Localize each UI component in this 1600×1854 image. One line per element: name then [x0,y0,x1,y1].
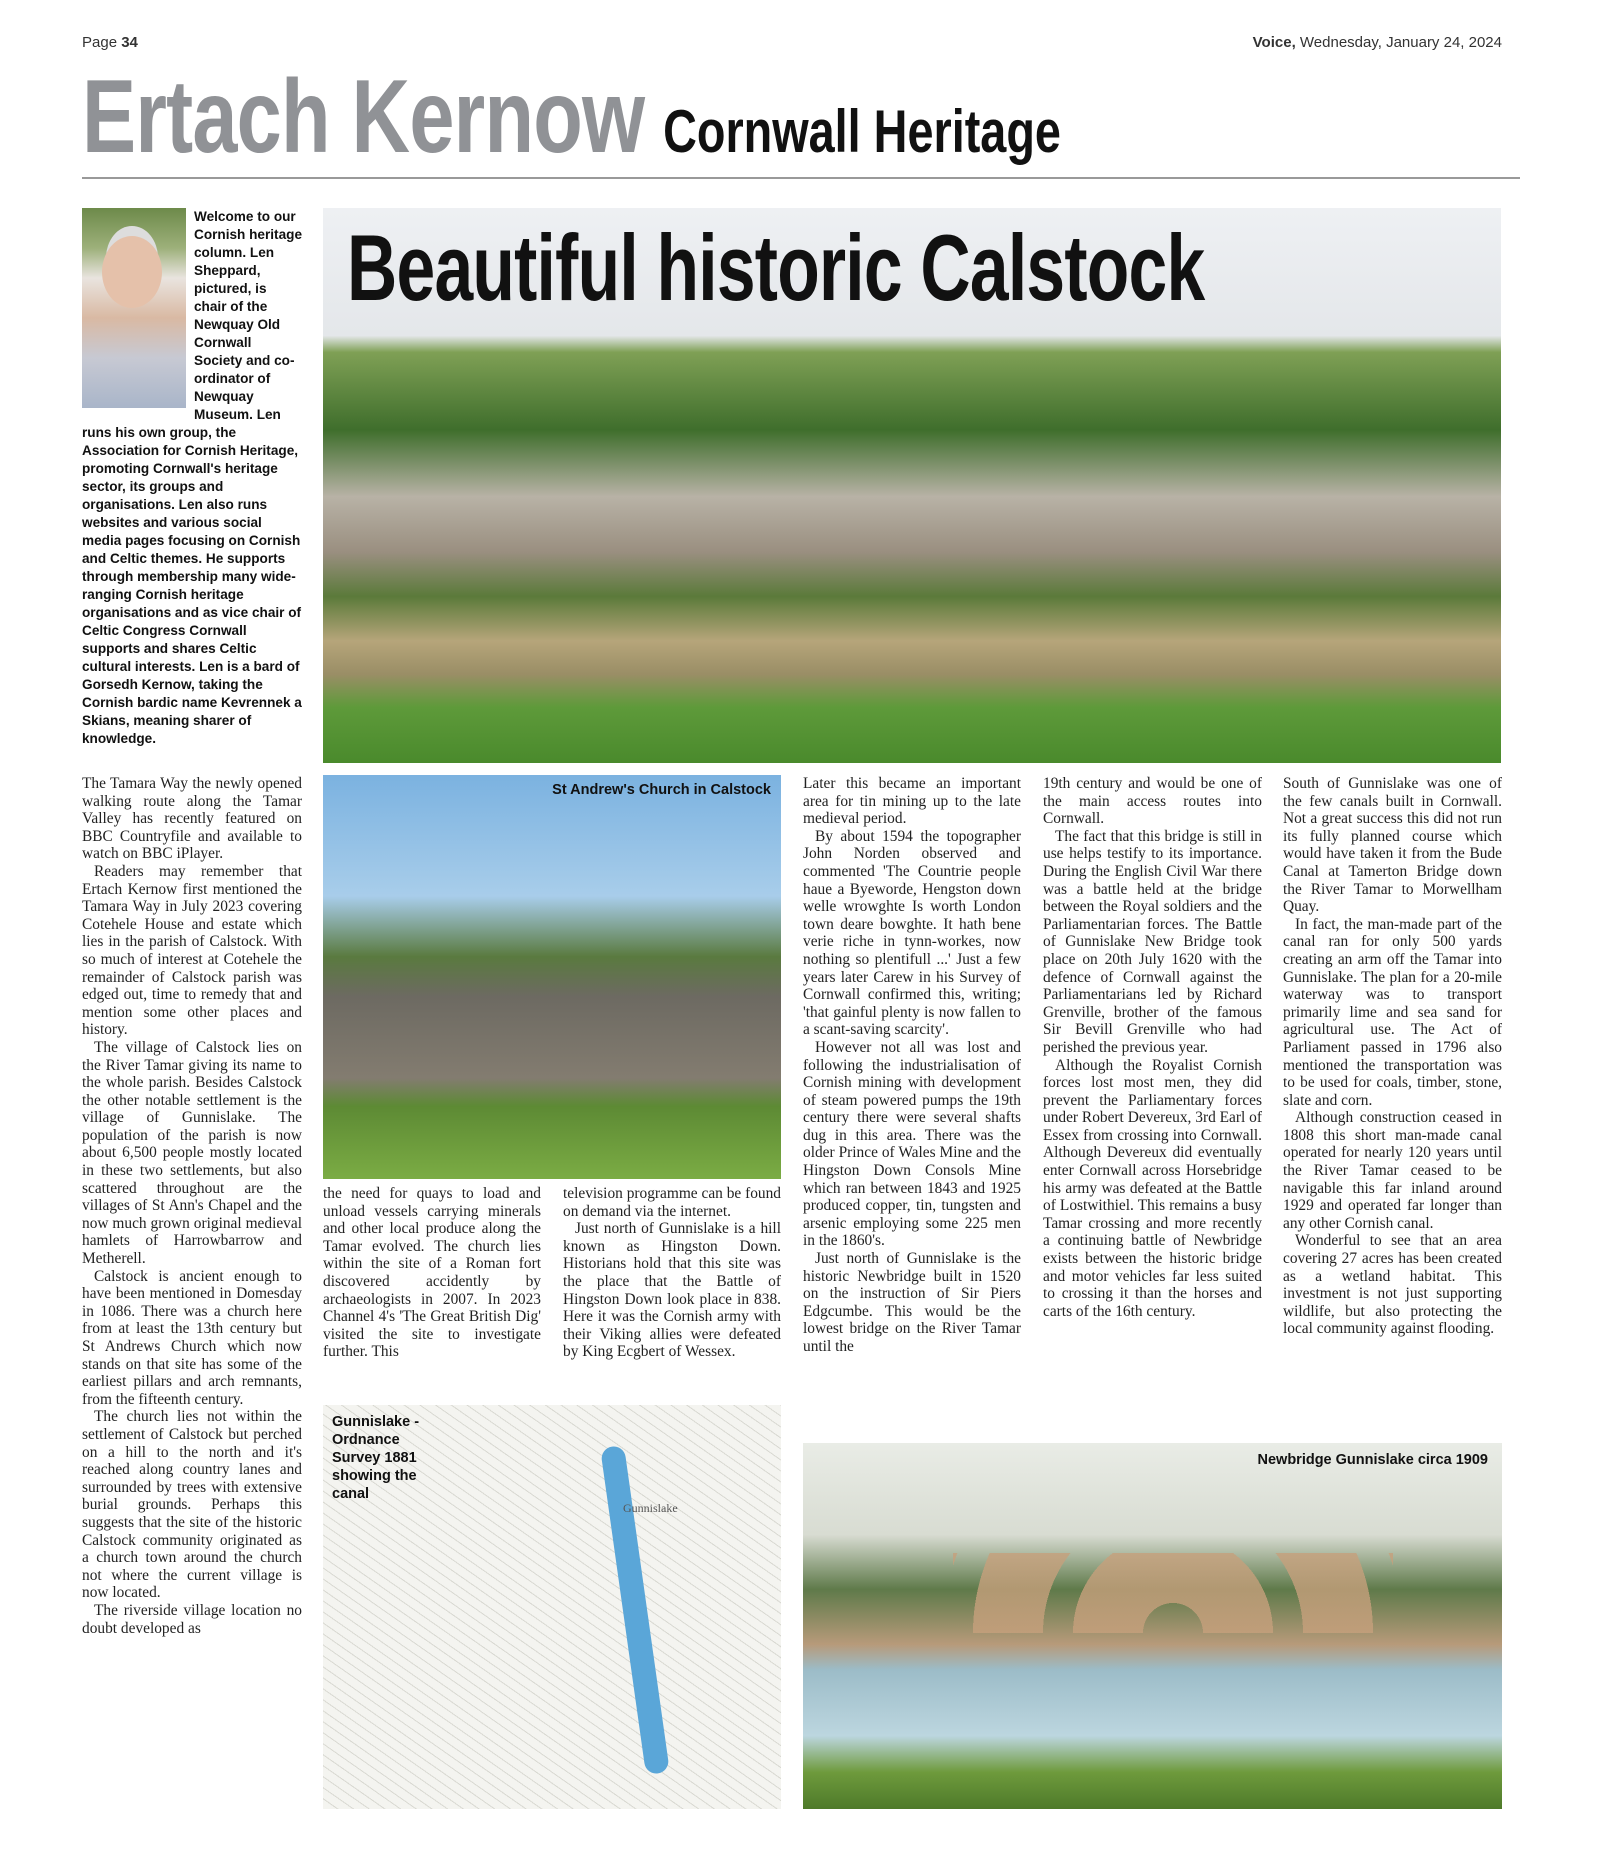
page-label: Page [82,34,118,51]
masthead-title: Ertach Kernow [82,59,645,175]
paragraph: Although construction ceased in 1808 this short man-made canal operated for nearly 120 years until the River Tamar ceased to be navigable this far inland around 1929 and operated far longer than any other Cornish canal. [1283,1109,1502,1232]
bio-text: Welcome to our Cornish heritage column. Len Sheppard, pictured, is chair of the Newquay Old Cornwall Society and co-ordinator of Newquay Museum. Len runs his own group, the Association for Cornish Heritage, promoting Cornwall's heritage sector, its groups and organisations. Len also runs websites and various social media pages focusing on Cornish and Celtic themes. He supports through membership many wide-ranging Cornish heritage organisations and as vice chair of Celtic Congress Cornwall supports and shares Celtic cultural interests. Len is a bard of Gorsedh Kernow, taking the Cornish bardic name Kevrennek a Skians, meaning sharer of knowledge. [82,209,303,746]
paragraph: Although the Royalist Cornish forces lost most men, they did prevent the Parliamentary forces under Robert Devereux, 3rd Earl of Essex from crossing into Cornwall. Although Devereux did eventually enter Cornwall across Horsebridge his army was defeated at the Battle of Lostwithiel. This remains a busy Tamar crossing and more recently a continuing battle of Newbridge exists between the historic bridge and motor vehicles far less suited to crossing it than the horses and carts of the 16th century. [1043,1056,1262,1320]
paragraph: the need for quays to load and unload vessels carrying minerals and other local produce along the Tamar evolved. The church lies within the site of a Roman fort discovered accidently by archaeologists in 2007. In 2023 Channel 4's 'The Great British Dig' visited the site to investigate further. This [323,1185,541,1361]
paragraph: South of Gunnislake was one of the few canals built in Cornwall. Not a great success this did not run its fully planned course which would have taken it from the Bude Canal at Tamerton Bridge down the River Tamar to Morwellham Quay. [1283,775,1502,916]
paragraph: By about 1594 the topographer John Norden observed and commented 'The Countrie people haue a Byeworde, Hengston down welle wrowghte Is worth London town deare bowghte. It hath bene verie riche in tynn-workes, now nothing so plentifull ...' Just a few years later Carew in his Survey of Cornwall confirmed this, writing; 'that gainful plenty is now fallen to a scant-saving scarcity'. [803,827,1021,1039]
author-photo [82,208,186,408]
paragraph: Calstock is ancient enough to have been mentioned in Domesday in 1086. There was a church here from at least the 13th century but St Andrews Church which now stands on that site has some of the earliest pillars and arch remnants, from the fifteenth century. [82,1267,302,1408]
article-column-5 [1043,775,1262,1320]
paragraph: The fact that this bridge is still in use helps testify to its importance. During the English Civil War there was a battle held at the bridge between the Royal soldiers and the Parliamentarian forces. The Battle of Gunnislake New Bridge took place on 20th July 1620 with the defence of Cornwall against the Parliamentarians led by Richard Grenville, brother of the famous Sir Bevill Grenville who had perished the previous year. [1043,827,1262,1056]
paragraph: The church lies not within the settlement of Calstock but perched on a hill to the north and it's reached along country lanes and surrounded by trees with extensive burial grounds. Perhaps this suggests that the site of the historic Calstock community originated as a church town around the church not where the current village is now located. [82,1408,302,1602]
article-column-2 [323,1185,541,1361]
paragraph: Wonderful to see that an area covering 27 acres has been created as a wetland habitat. This investment is not just supporting wildlife, but also protecting the local community against flooding. [1283,1232,1502,1338]
newbridge-photo [803,1443,1502,1809]
dateline [1253,34,1502,51]
masthead [82,58,1061,175]
river-tamar [600,1445,670,1775]
map-caption: Gunnislake - Ordnance Survey 1881 showing the canal [332,1414,420,1502]
author-bio [82,208,302,748]
paragraph: television programme can be found on demand via the internet. [563,1185,781,1220]
article-column-3 [563,1185,781,1361]
issue-date: Wednesday, January 24, 2024 [1299,34,1502,51]
article-column-4 [803,775,1021,1356]
paragraph: Readers may remember that Ertach Kernow first mentioned the Tamara Way in July 2023 covering Cotehele House and estate which lies in the parish of Calstock. With so much of interest at Cotehele the remainder of Calstock parish was edged out, time to remedy that and mention some other places and history. [82,862,302,1039]
church-photo [323,775,781,1179]
section-title: Cornwall Heritage [663,98,1061,165]
article-column-1 [82,775,302,1637]
article-column-6 [1283,775,1502,1338]
paper-name: Voice, [1252,34,1296,51]
church-caption: St Andrew's Church in Calstock [552,782,771,798]
paragraph: The village of Calstock lies on the River Tamar giving its name to the whole parish. Besides Calstock the other notable settlement is the village of Gunnislake. The population of the parish is now about 6,500 people mostly located in these two settlements, but also scattered throughout are the villages of St Ann's Chapel and the now much grown original medieval hamlets of Harrowbarrow and Metherell. [82,1038,302,1268]
page-number-value: 34 [121,34,138,51]
paragraph: In fact, the man-made part of the canal ran for only 500 yards creating an arm off the Tamar into Gunnislake. The plan for a 20-mile waterway was to transport primarily lime and sea sand for agricultural use. The Act of Parliament passed in 1796 also mentioned the transportation was to be used for coals, timber, stone, slate and corn. [1283,915,1502,1109]
paragraph: Just north of Gunnislake is a hill known as Hingston Down. Historians hold that this site was the place that the Battle of Hingston Down look place in 838. Here it was the Cornish army with their Viking allies were defeated by King Ecgbert of Wessex. [563,1220,781,1361]
paragraph: Later this became an important area for tin mining up to the late medieval period. [803,775,1021,828]
newbridge-caption: Newbridge Gunnislake circa 1909 [1257,1452,1488,1468]
map-place-label: Gunnislake [623,1501,678,1515]
paragraph: The riverside village location no doubt developed as [82,1601,302,1637]
page-number [82,34,138,51]
calstock-photo [323,208,1501,763]
paragraph: Just north of Gunnislake is the historic Newbridge built in 1520 on the instruction of Sir Piers Edgcumbe. This would be the lowest bridge on the River Tamar until the [803,1250,1021,1355]
paragraph: The Tamara Way the newly opened walking route along the Tamar Valley has recently featured on BBC Countryfile and available to watch on BBC iPlayer. [82,775,302,863]
paragraph: 19th century and would be one of the main access routes into Cornwall. [1043,775,1262,828]
header-divider [82,177,1520,179]
headline: Beautiful historic Calstock [347,215,1205,320]
paragraph: However not all was lost and following the industrialisation of Cornish mining with development of steam powered pumps the 19th century there were several shafts dug in this area. There was the older Prince of Wales Mine and the Hingston Down Consols Mine which ran between 1843 and 1925 produced copper, tin, tungsten and arsenic employing some 225 men in the 1860's. [803,1038,1021,1250]
bridge-arches [953,1553,1393,1633]
